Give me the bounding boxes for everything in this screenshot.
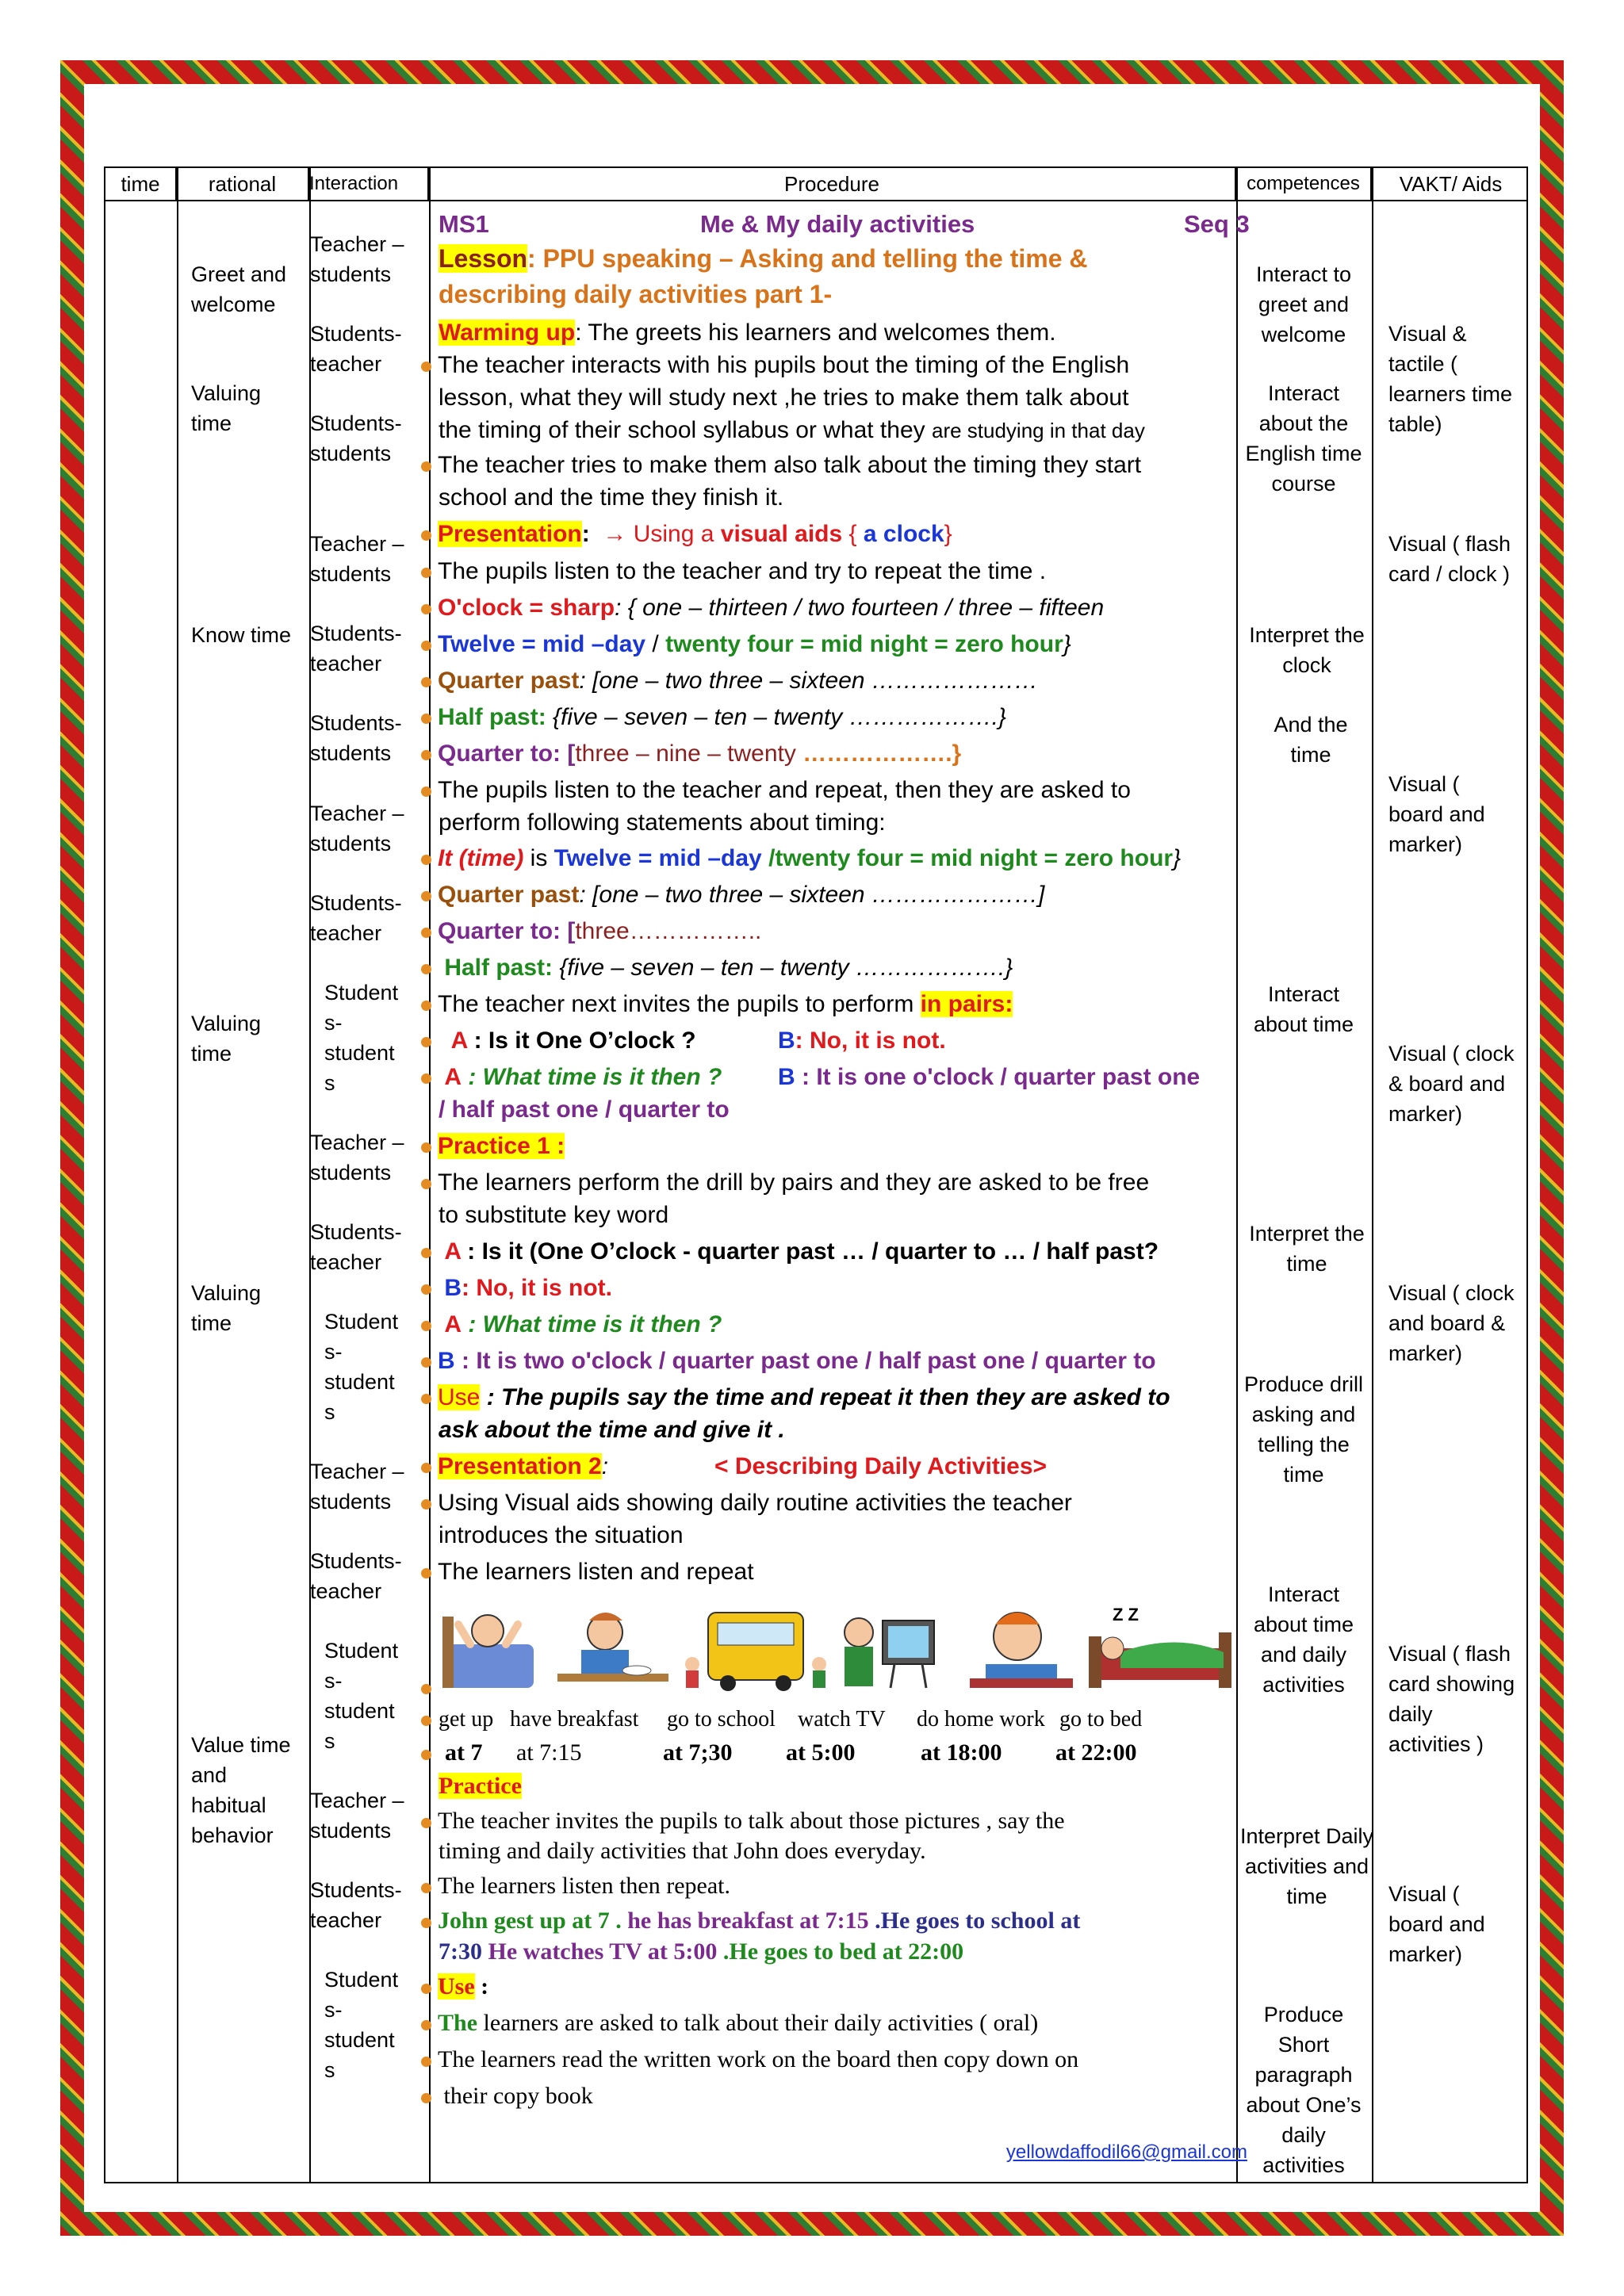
bullet-icon	[421, 1568, 431, 1578]
author-email-link[interactable]: yellowdaffodil66@gmail.com	[1005, 2141, 1247, 2163]
paragraph-6	[421, 1487, 1325, 1519]
colon: :	[581, 521, 590, 547]
half-past-line-2	[421, 951, 1325, 984]
drill-line	[421, 1345, 1325, 1377]
bullet-icon	[421, 2020, 431, 2030]
paragraph-8	[421, 1804, 1325, 1837]
quarter-past-label: Quarter past	[438, 882, 580, 908]
bullet-icon	[421, 750, 431, 760]
text-segment: ……………….}	[802, 740, 962, 767]
presentation-2-line	[421, 1450, 1325, 1483]
quarter-to-text: three……………..	[575, 918, 762, 944]
bullet-icon	[421, 855, 431, 865]
rationale-item: Greet and welcome	[191, 262, 287, 316]
midnight-label: twenty four = mid night = zero hour	[665, 631, 1063, 657]
interaction-item: Students- teacher	[310, 1549, 402, 1603]
rationale-item: Valuing time	[191, 1012, 262, 1066]
paragraph-7	[421, 1556, 1325, 1588]
sentence: He watches TV at 5:00	[482, 1938, 718, 1965]
speaker-a: A	[444, 1311, 462, 1337]
use-line	[421, 1381, 1325, 1414]
text-line: school and the time they finish it.	[439, 484, 784, 511]
paragraph-1	[421, 349, 1325, 381]
paragraph-9	[421, 1869, 1325, 1902]
bullet-icon	[421, 891, 431, 901]
activity-label: get up	[439, 1707, 494, 1732]
colon: :	[601, 1453, 609, 1479]
aid-item: Visual ( clock & board and marker)	[1388, 1042, 1515, 1126]
speaker-b: B	[778, 1064, 795, 1090]
text-segment: Using a	[626, 521, 721, 547]
text-segment: {	[842, 521, 864, 547]
paragraph-3	[421, 555, 1325, 587]
paragraph-2	[421, 449, 1325, 481]
quarter-to-line-2	[421, 915, 1325, 947]
text-line: Using Visual aids showing daily routine activities the teacher	[438, 1490, 1072, 1516]
interaction-item: Teacher – students	[310, 1789, 404, 1843]
speaker-b: B	[438, 1348, 455, 1374]
activity-labels-row	[421, 1703, 1325, 1735]
activity-label: have breakfast	[510, 1707, 639, 1732]
quarter-past-label: Quarter past	[438, 668, 580, 694]
activity-time: at 7	[445, 1739, 483, 1766]
use-2-line	[421, 1970, 1325, 2003]
presentation-2-label: Presentation 2	[438, 1453, 602, 1479]
twelve-line	[421, 628, 1325, 660]
bullet-icon	[421, 1037, 431, 1047]
bullet-icon	[421, 677, 431, 687]
sentence: .He goes to school at	[868, 1908, 1081, 1934]
competence-item: Produce drill asking and telling the time	[1243, 1372, 1364, 1487]
bullet-icon	[421, 1463, 431, 1473]
activity-time: at 7:15	[516, 1739, 582, 1766]
text-line: The learners read the written work on the board then copy down on	[438, 2046, 1079, 2072]
answer-continued: / half past one / quarter to	[439, 1096, 730, 1123]
lesson-plan-table	[104, 166, 1528, 2183]
drill-line	[421, 1235, 1325, 1268]
text-line: The learners listen then repeat.	[438, 1873, 730, 1899]
aid-item: Visual ( clock and board & marker)	[1388, 1281, 1515, 1365]
unit-title: Me & My daily activities	[700, 210, 975, 238]
drill-line	[421, 1272, 1325, 1304]
rationale-item: Valuing time	[191, 1281, 262, 1335]
aid-item: Visual & tactile ( learners time table)	[1388, 322, 1513, 436]
text-segment: The teacher next invites the pupils to perform	[438, 991, 921, 1017]
activity-label: do home work	[917, 1707, 1045, 1732]
header-time: time	[105, 168, 177, 200]
oclock-text: : { one – thirteen / two fourteen / three – fifteen	[615, 595, 1105, 621]
bullet-icon	[421, 1321, 431, 1331]
activity-times-row	[421, 1736, 1325, 1769]
quarter-past-line-2	[421, 878, 1325, 911]
text-segment: }	[1173, 845, 1182, 871]
interaction-item: Student s- student s	[324, 1639, 399, 1753]
bullet-icon	[421, 1684, 431, 1694]
bullet-icon	[421, 2057, 431, 2067]
clock-label: a clock	[863, 521, 944, 547]
quarter-past-text: : [one – two three – sixteen …………………]	[579, 882, 1045, 908]
text-line: The pupils listen to the teacher and try to repeat the time .	[438, 558, 1047, 584]
bullet-icon	[421, 362, 431, 372]
text-line: to substitute key word	[439, 1202, 669, 1228]
header-procedure: Procedure	[429, 168, 1236, 200]
oclock-label: O'clock = sharp	[438, 595, 615, 621]
text-segment: }	[1063, 631, 1071, 657]
text-segment: The	[438, 2010, 478, 2036]
paragraph-10	[421, 2007, 1325, 2039]
bullet-icon	[421, 530, 431, 541]
half-past-text: {five – seven – ten – twenty ……………….}	[553, 955, 1013, 981]
quarter-to-label: Quarter to: [	[438, 740, 576, 767]
bullet-icon	[421, 714, 431, 724]
practice-1-line	[421, 1130, 1325, 1162]
text-line: timing and daily activities that John does everyday.	[439, 1838, 926, 1864]
text-segment: the timing of their school syllabus or what they	[439, 417, 932, 443]
use-text: ask about the time and give it .	[439, 1417, 785, 1443]
half-past-label: Half past:	[438, 955, 553, 981]
col-divider	[177, 168, 178, 2182]
activity-time: at 7;30	[663, 1739, 733, 1766]
midday-label: Twelve = mid –day	[438, 631, 646, 657]
activity-time: at 22:00	[1055, 1739, 1137, 1766]
bullet-icon	[421, 1918, 431, 1928]
bullet-icon	[421, 786, 431, 797]
text-line: introduces the situation	[439, 1522, 684, 1548]
bullet-icon	[421, 461, 431, 472]
aid-item: Visual ( flash card showing daily activities )	[1388, 1642, 1515, 1756]
activity-label: watch TV	[798, 1707, 886, 1732]
competence-item: Interact about time	[1253, 982, 1354, 1036]
aid-item: Visual ( board and marker)	[1388, 772, 1485, 856]
bullet-icon	[421, 1499, 431, 1510]
go-to-bed-picture	[1089, 1605, 1231, 1688]
bullet-icon	[421, 1001, 431, 1011]
text-line: their copy book	[438, 2083, 593, 2109]
interaction-item: Student s- student s	[324, 981, 399, 1095]
drill-line	[421, 1308, 1325, 1341]
answer: : No, it is not.	[795, 1027, 946, 1054]
level-label: MS1	[439, 210, 489, 238]
text-line: The learners listen and repeat	[438, 1559, 754, 1585]
text-segment: is	[523, 845, 554, 871]
sentence: 7:30	[439, 1938, 482, 1965]
question: : Is it (One O’clock - quarter past … / quarter to … / half past?	[460, 1238, 1159, 1265]
text-line: The learners perform the drill by pairs and they are asked to be free	[438, 1169, 1150, 1196]
go-to-school-picture	[685, 1613, 826, 1691]
presentation-2-title: < Describing Daily Activities>	[714, 1453, 1048, 1479]
aid-item: Visual ( board and marker)	[1388, 1882, 1485, 1966]
header-rational: rational	[177, 168, 309, 200]
interaction-item: Teacher – students	[310, 232, 404, 286]
pairs-line	[421, 988, 1325, 1020]
text-line: The teacher interacts with his pupils bout the timing of the English	[438, 352, 1130, 378]
bullet-icon	[421, 641, 431, 651]
text-line: The teacher invites the pupils to talk about those pictures , say the	[438, 1808, 1065, 1834]
use-label: Use	[438, 1384, 481, 1410]
in-pairs-label: in pairs:	[920, 991, 1013, 1017]
bullet-icon	[421, 604, 431, 614]
text-line: lesson, what they will study next ,he tries to make them talk about	[439, 385, 1129, 411]
interaction-item: Students- students	[310, 711, 402, 765]
bullet-icon	[421, 1142, 431, 1153]
activity-illustrations	[439, 1601, 1247, 1696]
answer: : It is one o'clock / quarter past one	[795, 1064, 1201, 1090]
text-segment: learners are asked to talk about their daily activities ( oral)	[477, 2010, 1039, 2036]
bullet-icon	[421, 1179, 431, 1189]
competence-item: Interact to greet and welcome	[1255, 262, 1352, 346]
lesson-label: Lesson	[439, 244, 528, 273]
competence-item: Interpret the clock	[1249, 623, 1365, 677]
bullet-icon	[421, 1984, 431, 1994]
rationale-item: Know time	[191, 623, 292, 647]
speaker-b: B	[444, 1275, 462, 1301]
dialogue-line	[421, 1061, 1325, 1093]
quarter-to-text: three – nine – twenty	[575, 740, 803, 767]
bullet-icon	[421, 1818, 431, 1828]
interaction-item: Students- teacher	[310, 1220, 402, 1274]
use-text: : The pupils say the time and repeat it then they are asked to	[480, 1384, 1170, 1410]
sentence: .He goes to bed at 22:00	[717, 1938, 964, 1965]
warming-up-line	[439, 316, 1342, 349]
have-breakfast-picture	[557, 1613, 668, 1682]
use-label: Use	[438, 1973, 475, 1999]
get-up-picture	[442, 1615, 534, 1688]
bullet-icon	[421, 1357, 431, 1368]
aid-item: Visual ( flash card / clock )	[1388, 532, 1511, 586]
competence-item: Interact about the English time course	[1245, 381, 1362, 496]
do-homework-picture	[970, 1613, 1073, 1688]
bullet-icon	[421, 2093, 431, 2103]
interaction-item: Students- teacher	[310, 622, 402, 675]
interaction-item: Students- teacher	[310, 891, 402, 945]
it-time-line	[421, 842, 1325, 874]
text-line: perform following statements about timing:	[439, 809, 886, 836]
bullet-icon	[421, 1750, 431, 1760]
paragraph-11	[421, 2043, 1325, 2076]
half-past-label: Half past:	[438, 704, 546, 730]
lesson-title	[439, 241, 1136, 312]
bullet-icon	[421, 1394, 431, 1404]
competence-item: Interact about time and daily activities	[1253, 1582, 1354, 1697]
paragraph-12	[421, 2080, 1325, 2112]
question: : What time is it then ?	[462, 1064, 722, 1090]
watch-tv-picture	[845, 1618, 934, 1688]
interaction-item: Students- students	[310, 411, 402, 465]
bullet-icon	[421, 1284, 431, 1295]
john-sentence-line	[421, 1904, 1325, 1937]
bullet-icon	[421, 928, 431, 938]
question: : What time is it then ?	[462, 1311, 722, 1337]
activity-label: go to school	[667, 1707, 776, 1732]
quarter-past-line	[421, 664, 1325, 697]
interaction-item: Students- teacher	[310, 322, 402, 376]
question: : Is it One O’clock ?	[467, 1027, 696, 1054]
interaction-item: Student s- student s	[324, 1968, 399, 2082]
practice-1-label: Practice 1 :	[438, 1133, 565, 1159]
bullet-icon	[421, 964, 431, 974]
practice-label: Practice	[439, 1773, 522, 1799]
competence-item: And the time	[1274, 713, 1348, 767]
presentation-label: Presentation	[438, 521, 582, 547]
sentence: John gest up at 7 .	[438, 1908, 622, 1934]
bullet-icon	[421, 1248, 431, 1258]
arrow-icon: →	[603, 521, 627, 547]
activity-time: at 5:00	[786, 1739, 856, 1766]
interaction-item: Teacher – students	[310, 1460, 404, 1513]
paragraph-5	[421, 1166, 1325, 1199]
warming-up-label: Warming up	[439, 320, 576, 346]
activity-time: at 18:00	[921, 1739, 1002, 1766]
text-segment: /	[645, 631, 666, 657]
bullet-icon	[421, 1716, 431, 1726]
competence-item: Interpret the time	[1249, 1222, 1365, 1276]
interaction-item: Teacher – students	[310, 802, 404, 855]
sequence-label: Seq 3	[1184, 210, 1250, 238]
header-aids: VAKT/ Aids	[1399, 171, 1503, 196]
it-time-label: It (time)	[438, 845, 524, 871]
text-segment: }	[944, 521, 952, 547]
quarter-to-line	[421, 737, 1325, 770]
interaction-item: Student s- student s	[324, 1310, 399, 1424]
text-line: The pupils listen to the teacher and repeat, then they are asked to	[438, 777, 1131, 803]
oclock-line	[421, 591, 1325, 624]
interaction-item: Teacher – students	[310, 532, 404, 586]
header-interaction: Interaction	[309, 168, 429, 200]
bullet-icon	[421, 568, 431, 578]
activity-label: go to bed	[1059, 1707, 1143, 1732]
rationale-item: Value time and habitual behavior	[191, 1733, 291, 1847]
text-line	[439, 414, 1342, 447]
midnight-label: /twenty four = mid night = zero hour	[761, 845, 1174, 871]
svg-text:Z Z: Z Z	[1113, 1605, 1139, 1624]
practice-2-line	[439, 1770, 1342, 1802]
half-past-text: {five – seven – ten – twenty ……………….}	[546, 704, 1006, 730]
speaker-a: A	[444, 1238, 461, 1265]
sentence: he has breakfast at 7:15	[621, 1908, 869, 1934]
activity-pictures-row	[421, 1601, 1325, 1696]
presentation-line	[421, 518, 1325, 550]
bullet-icon	[421, 1073, 431, 1084]
quarter-past-text: : [one – two three – sixteen …………………	[579, 668, 1038, 694]
competence-item: Produce Short paragraph about One’s daily activities	[1246, 2003, 1362, 2177]
rationale-item: Valuing time	[191, 381, 262, 435]
interaction-item: Students- teacher	[310, 1878, 402, 1932]
john-sentence-line-2	[439, 1935, 1342, 1968]
header-divider	[105, 200, 1526, 201]
colon: :	[474, 1973, 489, 1999]
dialogue-line	[421, 1024, 1325, 1057]
text-segment: are studying in that day	[931, 419, 1145, 442]
midday-label: Twelve = mid –day	[553, 845, 762, 871]
text-line: The teacher tries to make them also talk about the timing they start	[438, 452, 1142, 478]
visual-aids-label: visual aids	[720, 521, 843, 547]
bullet-icon	[421, 1883, 431, 1893]
lesson-title-text: : PPU speaking – Asking and telling the time & describing daily activities part 1-	[439, 244, 1088, 308]
paragraph-4	[421, 774, 1325, 806]
warming-up-text: : The greets his learners and welcomes them.	[575, 320, 1056, 346]
answer: : It is two o'clock / quarter past one / half past one / quarter to	[454, 1348, 1156, 1374]
speaker-a: A	[444, 1064, 462, 1090]
half-past-line	[421, 701, 1325, 733]
quarter-to-label: Quarter to: [	[438, 918, 576, 944]
competence-item: Interpret Daily activities and time	[1239, 1824, 1374, 1908]
interaction-item: Teacher – students	[310, 1131, 404, 1184]
speaker-a: A	[450, 1027, 468, 1054]
header-competences: competences	[1236, 168, 1372, 200]
answer: : No, it is not.	[462, 1275, 612, 1301]
speaker-b: B	[778, 1027, 795, 1054]
